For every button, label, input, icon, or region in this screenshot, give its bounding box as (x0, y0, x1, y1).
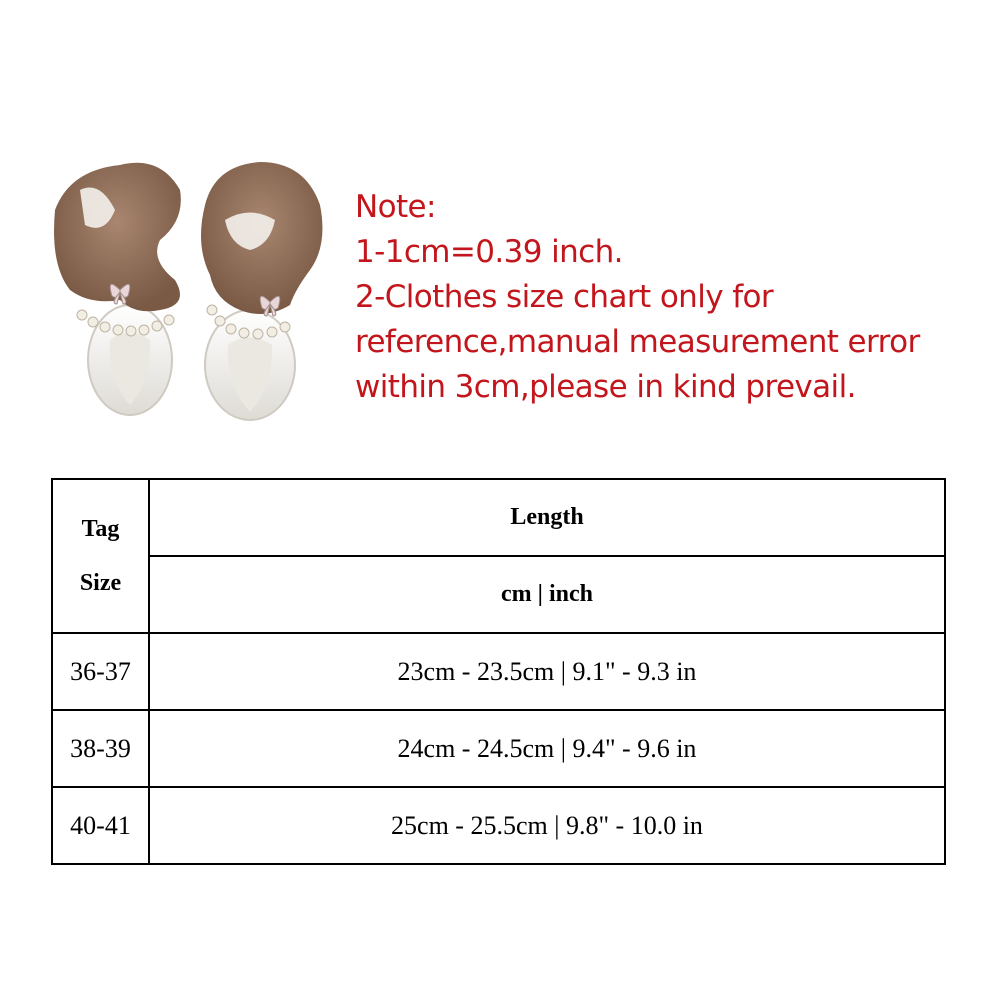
tag-size-cell: 38-39 (52, 710, 149, 787)
table-row (52, 633, 945, 710)
tag-size-cell: 36-37 (52, 633, 149, 710)
size-chart-table (51, 478, 946, 865)
note-block (355, 185, 975, 410)
note-line-2: 2-Clothes size chart only for (355, 279, 774, 315)
header-units: cm | inch (149, 556, 945, 633)
tag-size-cell: 40-41 (52, 787, 149, 864)
table-row (52, 710, 945, 787)
table-header-row (52, 479, 945, 556)
header-size-label: Size (79, 570, 122, 596)
header-tag-label: Tag (81, 516, 120, 542)
table-row (52, 787, 945, 864)
note-line-4: within 3cm,please in kind prevail. (355, 369, 856, 405)
length-cell: 23cm - 23.5cm | 9.1" - 9.3 in (149, 633, 945, 710)
header-length: Length (149, 479, 945, 556)
length-cell: 24cm - 24.5cm | 9.4" - 9.6 in (149, 710, 945, 787)
header-tag-size (52, 479, 149, 633)
note-title: Note: (355, 189, 436, 225)
product-image (40, 150, 340, 430)
table-units-row (52, 556, 945, 633)
length-cell: 25cm - 25.5cm | 9.8" - 10.0 in (149, 787, 945, 864)
note-line-3: reference,manual measurement error (355, 324, 920, 360)
slippers-illustration (40, 150, 340, 430)
note-line-1: 1-1cm=0.39 inch. (355, 234, 623, 270)
